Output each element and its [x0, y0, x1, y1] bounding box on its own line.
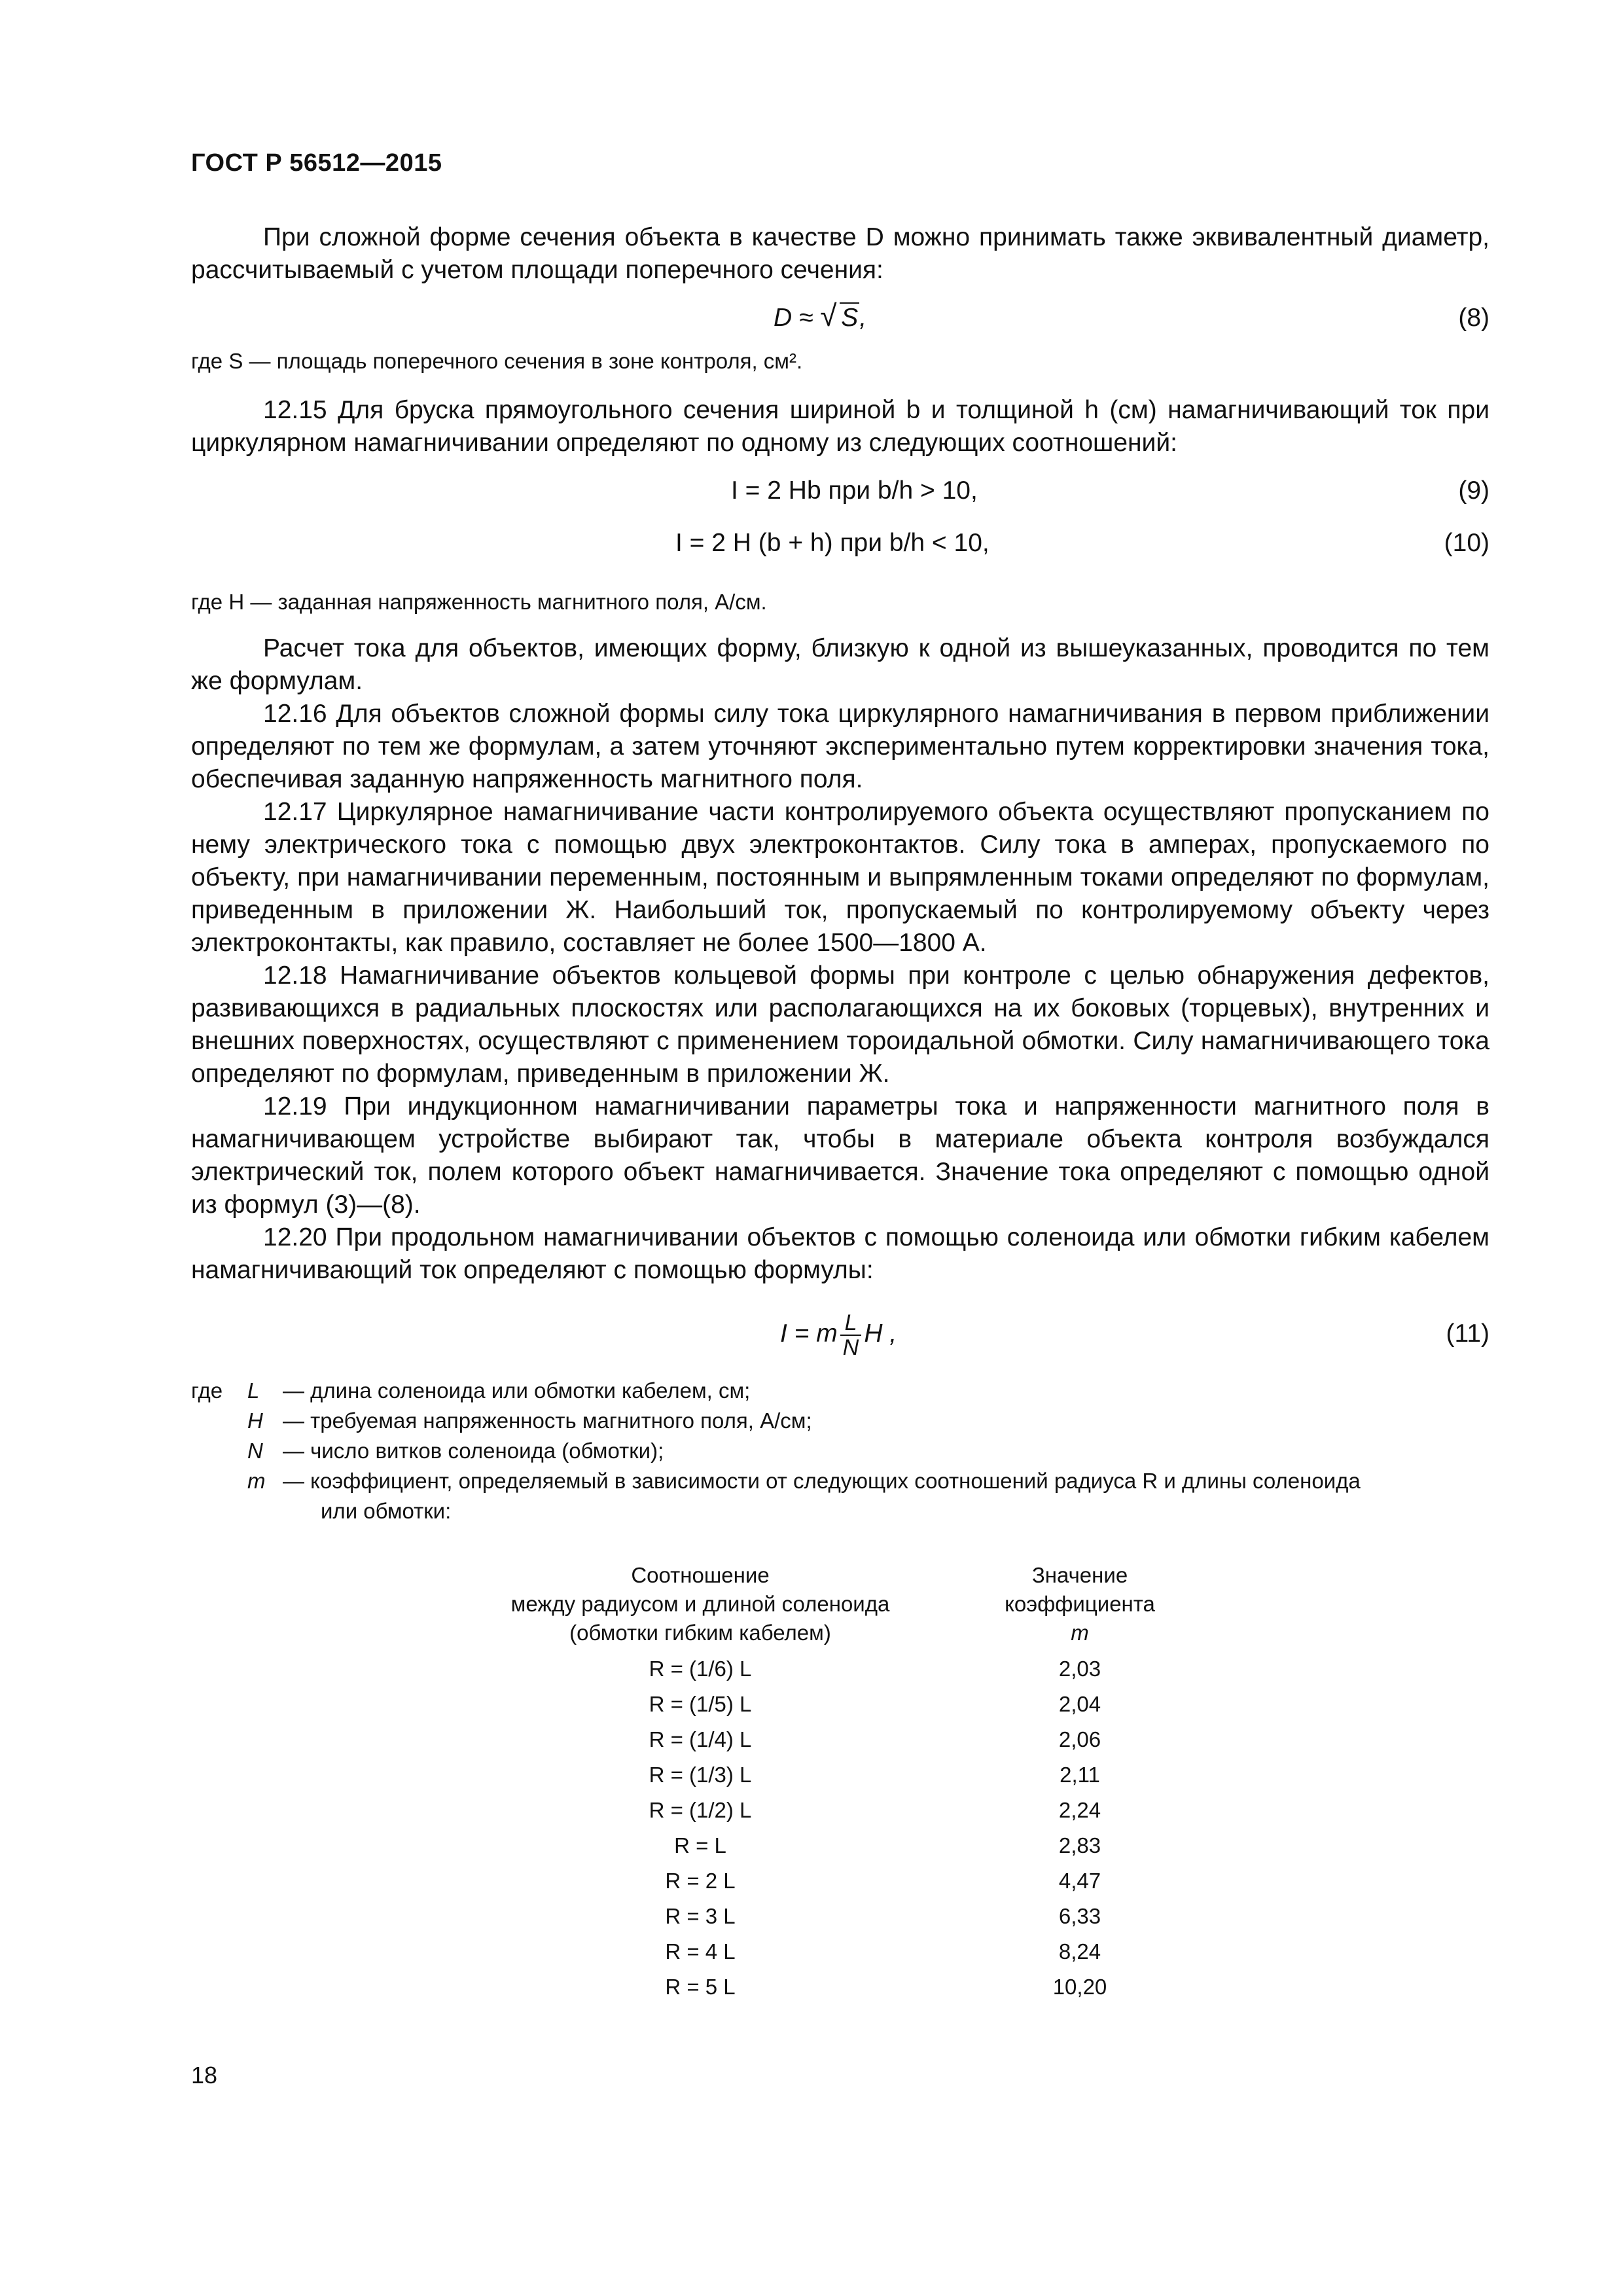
table-row: R = 4 L 8,24 [665, 1939, 1101, 1964]
table-row: R = (1/5) L 2,04 [649, 1692, 1101, 1716]
legend-symbol: H [247, 1408, 263, 1433]
formula-9: I = 2 Hb при b/h > 10, (9) [191, 473, 1489, 509]
paragraph-12-16: 12.16 Для объектов сложной формы силу тока циркулярного намагничивания в первом приближении определяют по тем же формулам, а затем уточняют экспериментально путем корректировки значения тока, обеспечивая заданную напряженность магнитного поля. [191, 700, 1489, 793]
table-row: R = (1/6) L 2,03 [649, 1657, 1101, 1681]
table-row: R = (1/3) L 2,11 [649, 1763, 1100, 1787]
paragraph-12-15: 12.15 Для бруска прямоугольного сечения шириной b и толщиной h (см) намагничивающий ток при циркулярном намагничивании определяют по одному из следующих соотношений: [191, 396, 1489, 457]
paragraph-12-17: 12.17 Циркулярное намагничивание части контролируемого объекта осуществляют пропусканием по нему электрического тока с помощью двух электроконтактов. Силу тока в амперах, пропускаемого по объекту, при намагничивании переменным, постоянным и выпрямленным токами определяют по формулам, приведенным в приложении Ж. Наибольший ток, пропускаемый по контролируемому объекту через электроконтакты, как правило, составляет не более 1500—1800 А. [191, 798, 1489, 957]
legend-symbol: m [247, 1469, 266, 1493]
equation-number-9: (9) [1458, 476, 1489, 505]
table-row: R = 5 L 10,20 [665, 1975, 1107, 1999]
page-number: 18 [191, 2062, 218, 2089]
table-row: R = (1/4) L 2,06 [649, 1727, 1101, 1751]
legend-symbol: N [247, 1439, 263, 1463]
legend-description: — число витков соленоида (обмотки); [283, 1439, 664, 1463]
equation-number-10: (10) [1444, 529, 1489, 557]
paragraphs-main-block [191, 632, 1489, 1287]
legend-description: — коэффициент, определяемый в зависимости от следующих соотношений радиуса R и длины соленоида [283, 1469, 1361, 1493]
where-h-note: где H — заданная напряженность магнитного поля, А/см. [191, 590, 767, 614]
legend-prefix: где [191, 1378, 223, 1403]
paragraph-equivalent-diameter: При сложной форме сечения объекта в качестве D можно принимать также эквивалентный диаметр, рассчитываемый с учетом площади поперечного сечения: [191, 223, 1489, 284]
table-row: R = 3 L 6,33 [665, 1904, 1101, 1928]
legend-description: — требуемая напряженность магнитного поля, А/см; [283, 1408, 812, 1433]
paragraph-12-19: 12.19 При индукционном намагничивании параметры тока и напряженности магнитного поля в намагничивающем устройстве выбирают так, чтобы в материале объекта контроля возбуждался электрический ток, полем которого объект намагничивается. Значение тока определяют с помощью одной из формул (3)—(8). [191, 1092, 1489, 1219]
table-row: R = (1/2) L 2,24 [649, 1798, 1101, 1822]
sqrt-sign: √ S [820, 298, 859, 332]
paragraph-calc: Расчет тока для объектов, имеющих форму, близкую к одной из вышеуказанных, проводится по тем же формулам. [191, 634, 1489, 695]
document-code: ГОСТ Р 56512—2015 [191, 149, 442, 177]
table-row: R = L 2,83 [674, 1833, 1101, 1857]
formula-11: I = m $\frac{L}{N}$ H , (11) [191, 1308, 1489, 1360]
legend-description: — длина соленоида или обмотки кабелем, см; [283, 1378, 751, 1403]
legend-symbol: L [247, 1378, 260, 1403]
table-row: R = 2 L 4,47 [665, 1869, 1101, 1893]
legend-description-cont: или обмотки: [321, 1499, 452, 1523]
equation-number-11: (11) [1446, 1319, 1489, 1348]
where-s-note: где S — площадь поперечного сечения в зоне контроля, см². [191, 349, 803, 373]
table-header-ratio: Соотношение между радиусом и длиной соленоида (обмотки гибким кабелем) [510, 1563, 890, 1645]
equation-number-8: (8) [1458, 304, 1489, 332]
paragraph-12-18: 12.18 Намагничивание объектов кольцевой формы при контроле с целью обнаружения дефектов, развивающихся в радиальных плоскостях или располагающихся на их боковых (торцевых), внутренних и внешних поверхностях, осуществляют с применением тороидальной обмотки. Силу намагничивающего тока определяют по формулам, приведенным в приложении Ж. [191, 961, 1489, 1088]
formula-10: I = 2 H (b + h) при b/h < 10, (10) [191, 525, 1489, 562]
fraction-l-over-n: $\frac{L}{N}$ [840, 1311, 862, 1359]
table-header-coefficient: Значение коэффициента m [1005, 1563, 1155, 1645]
formula-8: D ≈ √ S, (8) [191, 300, 1489, 336]
paragraph-12-20: 12.20 При продольном намагничивании объектов с помощью соленоида или обмотки гибким кабелем намагничивающий ток определяют с помощью формулы: [191, 1223, 1489, 1284]
